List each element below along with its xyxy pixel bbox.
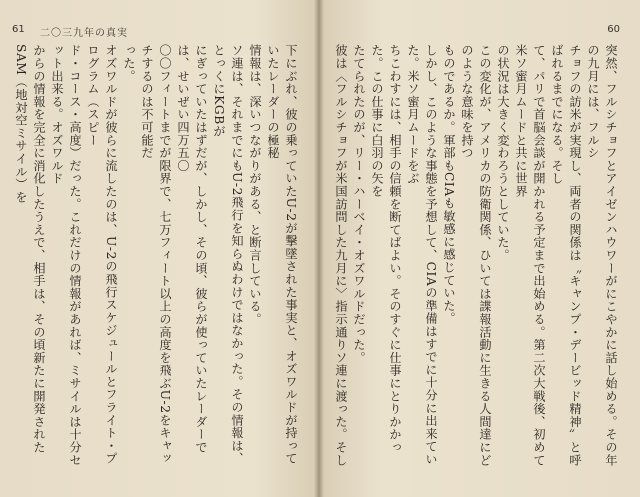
text-line: った。: [122, 44, 136, 83]
page-number: 61: [12, 24, 25, 35]
text-line: 情報は、深いつながりがある、と断言している。: [248, 44, 262, 326]
text-line: ものであるか。軍部もCIAも敏感に感じていた。: [442, 44, 456, 325]
text-line: にぎっていたはずだが、しかし、その頃、彼らが使っていたレーダーでは、せいぜい四万五〇: [176, 44, 208, 454]
text-line: からの情報を完全に消化したうえで、相手は、その頃新たに開発されたSAM（地対空ミサイル）を: [14, 44, 46, 454]
text-line: ド・コース・高度）だった。これだけの情報があれば、ミサイルは十分セット出来る。オズワルド: [50, 44, 82, 467]
text-line: 彼は〈フルシチョフが米国訪問した九月に〉指示通りソ連に渡った。そし: [334, 44, 348, 467]
right-page: [318, 0, 640, 497]
text-line: 下にぶれ、彼の乗っていたU‐2が撃墜された事実と、オズワルドが持っていたレーダーの極秘: [266, 44, 298, 465]
text-line: しかし、このような事態を予想して、CIAの準備はすでに十分に出来ていた。米ソ蜜月ムードをぶ: [406, 44, 438, 466]
left-page: [0, 0, 318, 497]
book-gutter: [314, 0, 324, 497]
text-line: たてられたのが、リー・ハーベイ・オズワルドだった。: [352, 44, 366, 364]
text-line: オズワルドが彼らに流したのは、U‐2の飛行スケジュールとフライト・プログラム（スピー: [86, 44, 118, 465]
text-line: ちこわすには、相手の信頼を断てばよい。そのすぐに仕事にとりかかった。この仕事に白羽の矢を: [370, 44, 402, 454]
text-line: チョフの訪米が実現し、両者の関係は〝キャンプ・デービッド精神〟と呼ばれるまでになる。そし: [550, 44, 582, 467]
page-number: 60: [607, 24, 620, 35]
text-line: 〇〇フィートまでが限界で、七万フィート以上の高度を飛ぶU‐2をキャッチするのは不可能だ: [140, 44, 172, 465]
text-line: て、パリで首脳会談が開かれる予定まで出始める。第二次大戦後、初めて米ソ蜜月ムードと共に世界: [514, 44, 546, 467]
right-body-text: [334, 44, 620, 475]
text-line: ソ連は、それまでにもU‐2飛行を知らぬわけではなかった。その情報は、とっくにKGBが: [212, 44, 244, 465]
left-body-text: [14, 44, 300, 475]
running-title: 二〇三九年の真実: [40, 28, 128, 39]
text-line: の状況は大きく変わろうとしていた。: [496, 44, 510, 262]
text-line: この変化が、アメリカの防衛関係、ひいては諜報活動に生きる人間達にどのような意味を持つ: [460, 44, 492, 467]
text-line: 突然、フルシチョフとアイゼンハウワーがにこやかに話し始める。その年の九月には、フルシ: [586, 44, 618, 467]
